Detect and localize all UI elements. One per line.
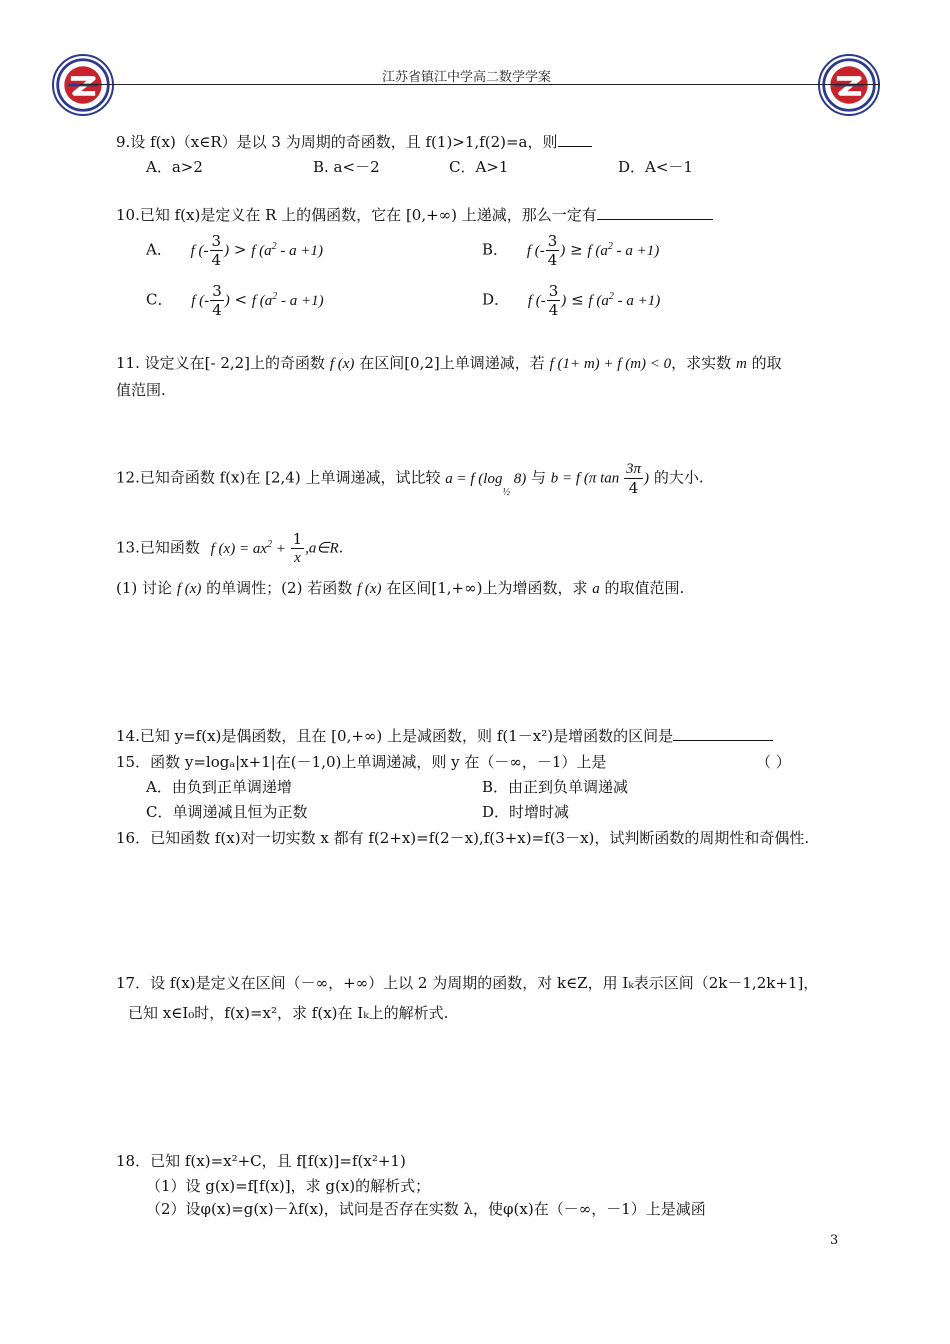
q13-text-a: (1) 讨论 xyxy=(116,579,173,597)
q13-function: f $(x) = ax^2$ + xyxy=(210,538,290,557)
q18-line1: 18．已知 f(x)=x²+C，且 f[f(x)]=f(x²+1) xyxy=(116,1152,406,1170)
q15-answer-paren: （ ） xyxy=(756,753,791,771)
q11-line2: 值范围. xyxy=(116,381,166,399)
q13-text-stem: 13.已知函数 xyxy=(116,538,200,557)
q11-text-e: ，求实数 xyxy=(671,354,732,372)
q13-fraction: $\frac{1}{x}$ xyxy=(292,530,303,566)
q10-relation-d: ≤ xyxy=(571,290,584,309)
q13-period: . xyxy=(338,538,344,557)
q11-interval1: [- 2,2] xyxy=(204,354,251,372)
school-logo-left xyxy=(52,54,114,116)
q11-text-b: 上的奇函数 xyxy=(250,354,326,372)
q14-answer-blank xyxy=(673,726,773,741)
q9-stem xyxy=(116,131,592,152)
q11-line1 xyxy=(116,352,782,373)
q13-text-e: 的取值范围. xyxy=(604,579,685,597)
q12-fraction: $\frac{3\pi}{4}$ xyxy=(626,461,642,497)
q12-interval: [2,4) xyxy=(265,468,301,487)
q11-fx: f (x) xyxy=(329,356,355,372)
q15-stem: 15．函数 y=logₐ|x+1|在(－1,0)上单调递减，则 y 在（－∞，－1）上是 xyxy=(116,753,607,771)
q11-text-a: 11. 设定义在 xyxy=(116,354,205,372)
q11-text-c: 在区间 xyxy=(359,354,405,372)
q10-fraction xyxy=(546,232,560,269)
school-emblem-icon xyxy=(820,56,878,114)
q10-stem xyxy=(116,204,713,225)
q16-stem: 16．已知函数 f(x)对一切实数 x 都有 f(2+x)=f(2－x),f(3+x)=f(3－x)，试判断函数的周期性和奇偶性. xyxy=(116,829,810,847)
q9-stem-text: 9.设 f(x)（x∈R）是以 3 为周期的奇函数，且 f(1)>1,f(2)=a，则 xyxy=(116,133,558,151)
header-divider xyxy=(80,84,880,85)
q10-option-a-label: A． xyxy=(146,240,172,259)
q13-text-c: 在区间 xyxy=(386,579,432,597)
q10-option-b: B． f (- $\frac{3}{4}$ ) ≥ f $(a^2 - a +1)$ xyxy=(482,232,660,269)
q15-option-a: A．由负到正单调递增 xyxy=(146,778,292,796)
q13-stem xyxy=(116,530,343,567)
q14-text-b: 上是减函数，则 f(1－x²)是增函数的区间是 xyxy=(387,727,674,745)
frac-den: 4 xyxy=(547,251,558,269)
q10-option-c-label: C． xyxy=(146,290,173,309)
q9-option-c: C．A>1 xyxy=(449,158,509,176)
q10-stem-text: 10.已知 f(x)是定义在 R 上的偶函数，它在 [0,+∞) 上递减，那么一定有 xyxy=(116,206,597,224)
header-title: 江苏省镇江中学高二数学学案 xyxy=(382,70,552,85)
school-logo-right xyxy=(818,54,880,116)
frac-den: 4 xyxy=(212,301,222,319)
q9-answer-blank xyxy=(558,132,592,147)
q13-text-b: 的单调性；(2) 若函数 xyxy=(206,579,353,597)
q10-option-d: D． f (- $\frac{3}{4}$ ) ≤ f $(a^2 - a +1)$ xyxy=(482,282,661,319)
q18-line3: （2）设φ(x)=g(x)－λf(x)，试问是否存在实数 λ，使φ(x)在（－∞，－1）上是减函 xyxy=(146,1200,706,1218)
q11-text-f: 的取 xyxy=(751,354,782,372)
q14-text-a: 14.已知 y=f(x)是偶函数，且在 xyxy=(116,727,327,745)
frac-num: 3 xyxy=(548,282,559,300)
q15-option-b: B．由正到负单调递减 xyxy=(482,778,629,796)
q10-fraction xyxy=(210,232,224,269)
frac-den: 4 xyxy=(548,301,559,319)
q13-text-d: 上为增函数，求 xyxy=(482,579,588,597)
q10-answer-blank xyxy=(597,205,713,220)
q12-expr-b: b = f (π tan xyxy=(550,470,624,487)
q12-expr-a: a = f ($\log_{\frac{1}{2}}$ 8) xyxy=(445,470,527,498)
school-emblem-icon xyxy=(54,56,112,114)
q15-option-c: C．单调递减且恒为正数 xyxy=(146,803,308,821)
q10-relation-a: > xyxy=(233,240,247,259)
q17-line1: 17．设 f(x)是定义在区间（－∞，+∞）上以 2 为周期的函数，对 k∈Z，用 Iₖ表示区间（2k－1,2k+1]， xyxy=(116,974,819,992)
q10-fraction xyxy=(547,282,561,319)
q13-interval: [1,+∞) xyxy=(431,579,483,597)
q10-option-c: C． f (- $\frac{3}{4}$ ) < f $(a^2 - a +1)$ xyxy=(146,282,324,319)
q10-option-b-label: B． xyxy=(482,240,509,259)
q11-inequality: f (1+ m) + f (m) < 0 xyxy=(549,356,672,372)
q9-option-b: B. a<－2 xyxy=(313,158,380,176)
q9-option-d: D．A<－1 xyxy=(618,158,693,176)
q14-line xyxy=(116,725,773,746)
q14-interval: [0,+∞) xyxy=(331,727,383,745)
frac-den: 4 xyxy=(211,251,222,269)
frac-num: 3 xyxy=(211,232,222,250)
q11-interval2: [0,2] xyxy=(404,354,440,372)
q17-line2: 已知 x∈I₀时，f(x)=x²，求 f(x)在 Iₖ上的解析式. xyxy=(128,1004,449,1022)
q9-option-a: A．a>2 xyxy=(146,158,203,176)
q10-fraction xyxy=(210,282,224,319)
q11-text-d: 上单调递减，若 xyxy=(439,354,545,372)
q15-option-d: D．时增时减 xyxy=(482,803,570,821)
q10-relation-c: < xyxy=(234,290,248,309)
q11-var-m: m xyxy=(735,356,747,372)
q13-domain: ,a∈R xyxy=(305,540,339,557)
frac-num: 3 xyxy=(547,232,558,250)
q13-parts: (1) 讨论 f (x) 的单调性；(2) 若函数 f (x) 在区间[1,+∞)上为增函数，求 a 的取值范围. xyxy=(116,579,685,597)
q13-var-a: a xyxy=(592,581,600,597)
q12-text-c: 与 xyxy=(531,468,547,487)
q12-text-b: 上单调递减，试比较 xyxy=(305,468,441,487)
q10-option-d-label: D． xyxy=(482,290,510,309)
q10-option-a: A． f (- $\frac{3}{4}$ ) > f $(a^2 - a +1)$ xyxy=(146,232,324,269)
page-number: 3 xyxy=(830,1233,839,1248)
q12-text-a: 12.已知奇函数 f(x)在 xyxy=(116,468,261,487)
q10-relation-b: ≥ xyxy=(570,240,583,259)
frac-num: 3 xyxy=(212,282,222,300)
q12-text-d: 的大小. xyxy=(653,468,704,487)
q12-line: 12.已知奇函数 f(x)在 [2,4) 上单调递减，试比较 a = f ($\log_{\frac{1}{2}}$ 8) 与 b = f (π tan $\frac{3\pi}{4}$ ) 的大小. xyxy=(116,461,704,498)
q18-line2: （1）设 g(x)=f[f(x)]，求 g(x)的解析式； xyxy=(146,1177,431,1195)
